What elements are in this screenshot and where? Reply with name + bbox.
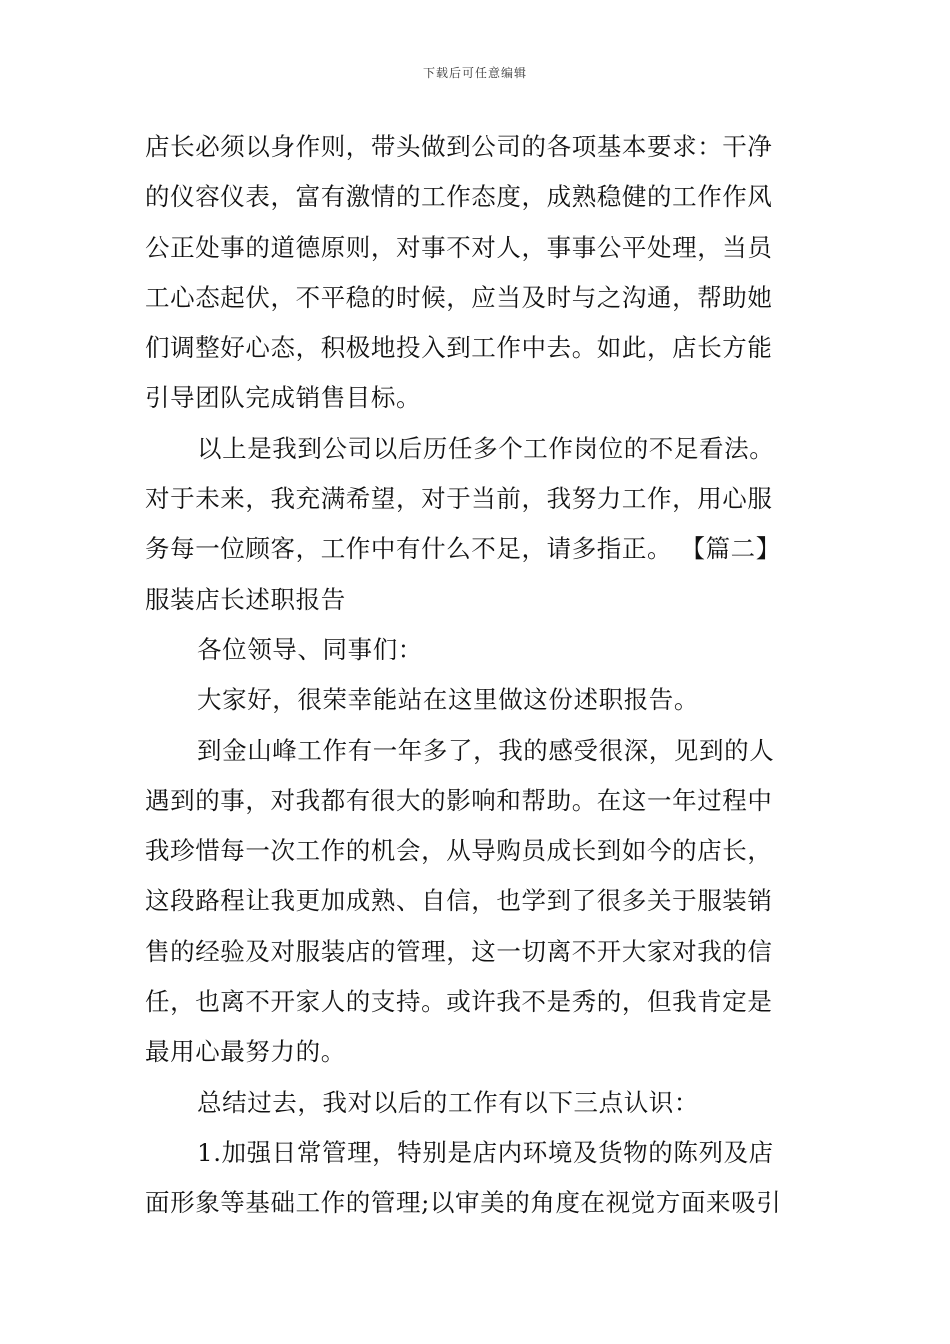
paragraph-start-line: 总结过去，我对以后的工作有以下三点认识： [197,1087,699,1117]
section-title: 服装店长述职报告 [145,584,346,614]
text-line: 工心态起伏，不平稳的时候，应当及时与之沟通，帮助她 [145,282,773,312]
document-body [145,122,810,1229]
text-line: 售的经验及对服装店的管理，这一切离不开大家对我的信 [145,936,773,966]
text-line: 遇到的事，对我都有很大的影响和帮助。在这一年过程中 [145,785,773,815]
greeting-line: 大家好，很荣幸能站在这里做这份述职报告。 [197,685,699,715]
text-line: 务每一位顾客，工作中有什么不足，请多指正。 【篇二】 [145,534,781,564]
text-line: 面形象等基础工作的管理;以审美的角度在视觉方面来吸引 [145,1188,782,1218]
text-line: 对于未来，我充满希望，对于当前，我努力工作，用心服 [145,484,773,514]
numbered-item-line: 1.加强日常管理，特别是店内环境及货物的陈列及店 [197,1137,774,1167]
text-line: 们调整好心态，积极地投入到工作中去。如此，店长方能 [145,333,773,363]
text-line: 引导团队完成销售目标。 [145,383,422,413]
text-line: 任，也离不开家人的支持。或许我不是秀的，但我肯定是 [145,987,773,1017]
text-line: 的仪容仪表，富有激情的工作态度，成熟稳健的工作作风 [145,182,773,212]
paragraph-start-line: 到金山峰工作有一年多了，我的感受很深，见到的人 [197,735,775,765]
text-line: 店长必须以身作则，带头做到公司的各项基本要求：干净 [145,132,773,161]
text-line: 这段路程让我更加成熟、自信，也学到了很多关于服装销 [145,886,773,916]
text-line: 最用心最努力的。 [145,1037,346,1067]
page-header: 下载后可任意编辑 [422,66,527,80]
salutation: 各位领导、同事们： [197,634,423,664]
paragraph-start-line: 以上是我到公司以后历任多个工作岗位的不足看法。 [197,433,775,463]
text-line: 公正处事的道德原则，对事不对人，事事公平处理，当员 [145,232,773,262]
text-line: 我珍惜每一次工作的机会，从导购员成长到如今的店长， [145,836,773,866]
